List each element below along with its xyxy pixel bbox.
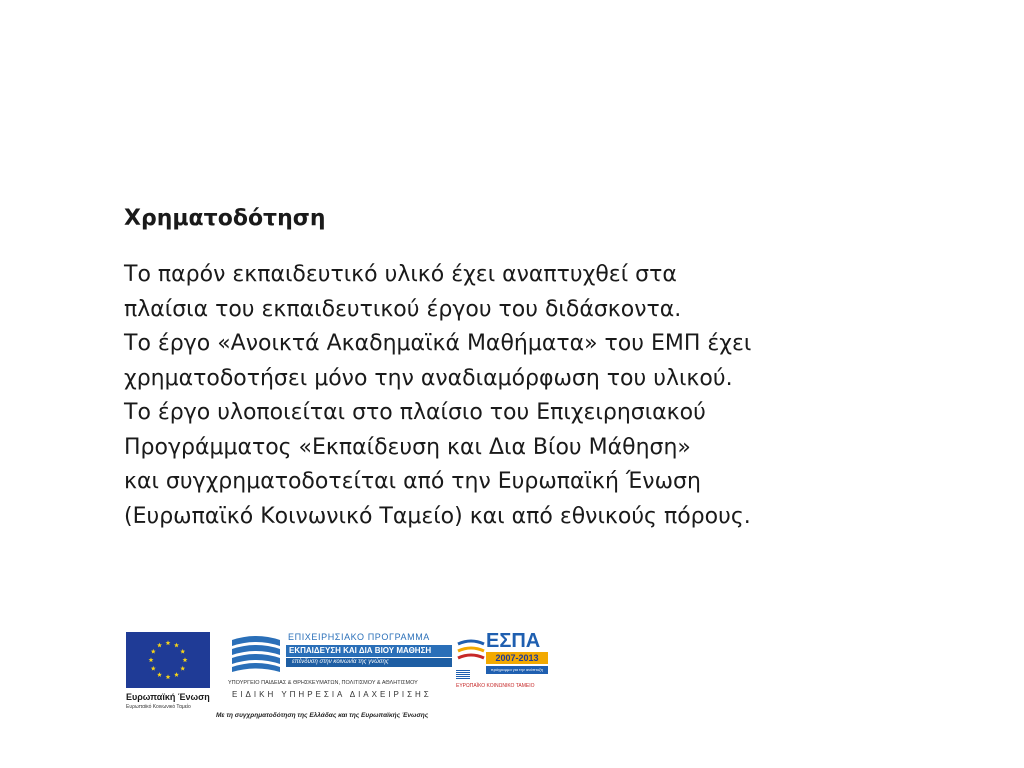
eu-star-icon: [180, 649, 185, 654]
ministry-name: ΥΠΟΥΡΓΕΙΟ ΠΑΙΔΕΙΑΣ & ΘΡΗΣΚΕΥΜΑΤΩΝ, ΠΟΛΙΤΙΣΜΟΥ & ΑΘΛΗΤΙΣΜΟΥ: [228, 680, 418, 686]
text-line: Το έργο «Ανοικτά Ακαδημαϊκά Μαθήματα» του ΕΜΠ έχει: [124, 331, 752, 356]
text-line: Το παρόν εκπαιδευτικό υλικό έχει αναπτυχθεί στα: [124, 262, 677, 287]
espa-subtitle: πρόγραμμα για την ανάπτυξη: [486, 666, 548, 674]
managing-authority: ΕΙΔΙΚΗ ΥΠΗΡΕΣΙΑ ΔΙΑΧΕΙΡΙΣΗΣ: [232, 690, 432, 699]
espa-mark-icon: [456, 636, 486, 666]
programme-tagline: επένδυση στην κοινωνία της γνώσης: [286, 658, 452, 667]
eu-star-icon: [180, 666, 185, 671]
eu-star-icon: [174, 643, 179, 648]
text-line: (Ευρωπαϊκό Κοινωνικό Ταμείο) και από εθνικούς πόρους.: [124, 503, 751, 529]
greek-flag-icon: [456, 670, 470, 679]
book-waves-icon: [228, 632, 284, 674]
eu-star-icon: [157, 643, 162, 648]
eu-logo: [126, 632, 210, 712]
eu-star-icon: [157, 672, 162, 677]
eu-star-icon: [149, 657, 154, 662]
eu-star-icon: [151, 649, 156, 654]
eu-caption: Ευρωπαϊκή Ένωση: [126, 692, 210, 702]
programme-title: ΕΠΙΧΕΙΡΗΣΙΑΚΟ ΠΡΟΓΡΑΜΜΑ: [288, 632, 430, 642]
funding-text: [124, 258, 751, 534]
text-line: πλαίσια του εκπαιδευτικού έργου του διδάσκοντα.: [124, 296, 682, 322]
slide-heading: Χρηματοδότηση: [124, 206, 326, 231]
espa-years: 2007-2013: [486, 652, 548, 664]
education-programme-logo: [228, 630, 452, 712]
eu-star-icon: [174, 672, 179, 677]
espa-fund: ΕΥΡΩΠΑΪΚΟ ΚΟΙΝΩΝΙΚΟ ΤΑΜΕΙΟ: [456, 683, 535, 689]
eu-flag-icon: [126, 632, 210, 688]
espa-logo: [456, 630, 552, 692]
text-line: Το έργο υλοποιείται στο πλαίσιο του Επιχειρησιακού: [124, 400, 706, 425]
eu-star-icon: [166, 674, 171, 679]
espa-title: ΕΣΠΑ: [486, 630, 541, 652]
text-line: και συγχρηματοδοτείται από την Ευρωπαϊκή Ένωση: [124, 469, 701, 494]
eu-star-icon: [166, 640, 171, 645]
eu-subcaption: Ευρωπαϊκό Κοινωνικό Ταμείο: [126, 704, 191, 710]
eu-star-icon: [151, 666, 156, 671]
eu-star-icon: [183, 657, 188, 662]
programme-banner: ΕΚΠΑΙΔΕΥΣΗ ΚΑΙ ΔΙΑ ΒΙΟΥ ΜΑΘΗΣΗ: [286, 645, 452, 657]
text-line: χρηματοδοτήσει μόνο την αναδιαμόρφωση του υλικού.: [124, 365, 733, 391]
text-line: Προγράμματος «Εκπαίδευση και Δια Βίου Μάθηση»: [124, 434, 691, 460]
sponsor-logos: [124, 630, 564, 725]
cofunding-note: Με τη συγχρηματοδότηση της Ελλάδας και της Ευρωπαϊκής Ένωσης: [216, 712, 429, 719]
